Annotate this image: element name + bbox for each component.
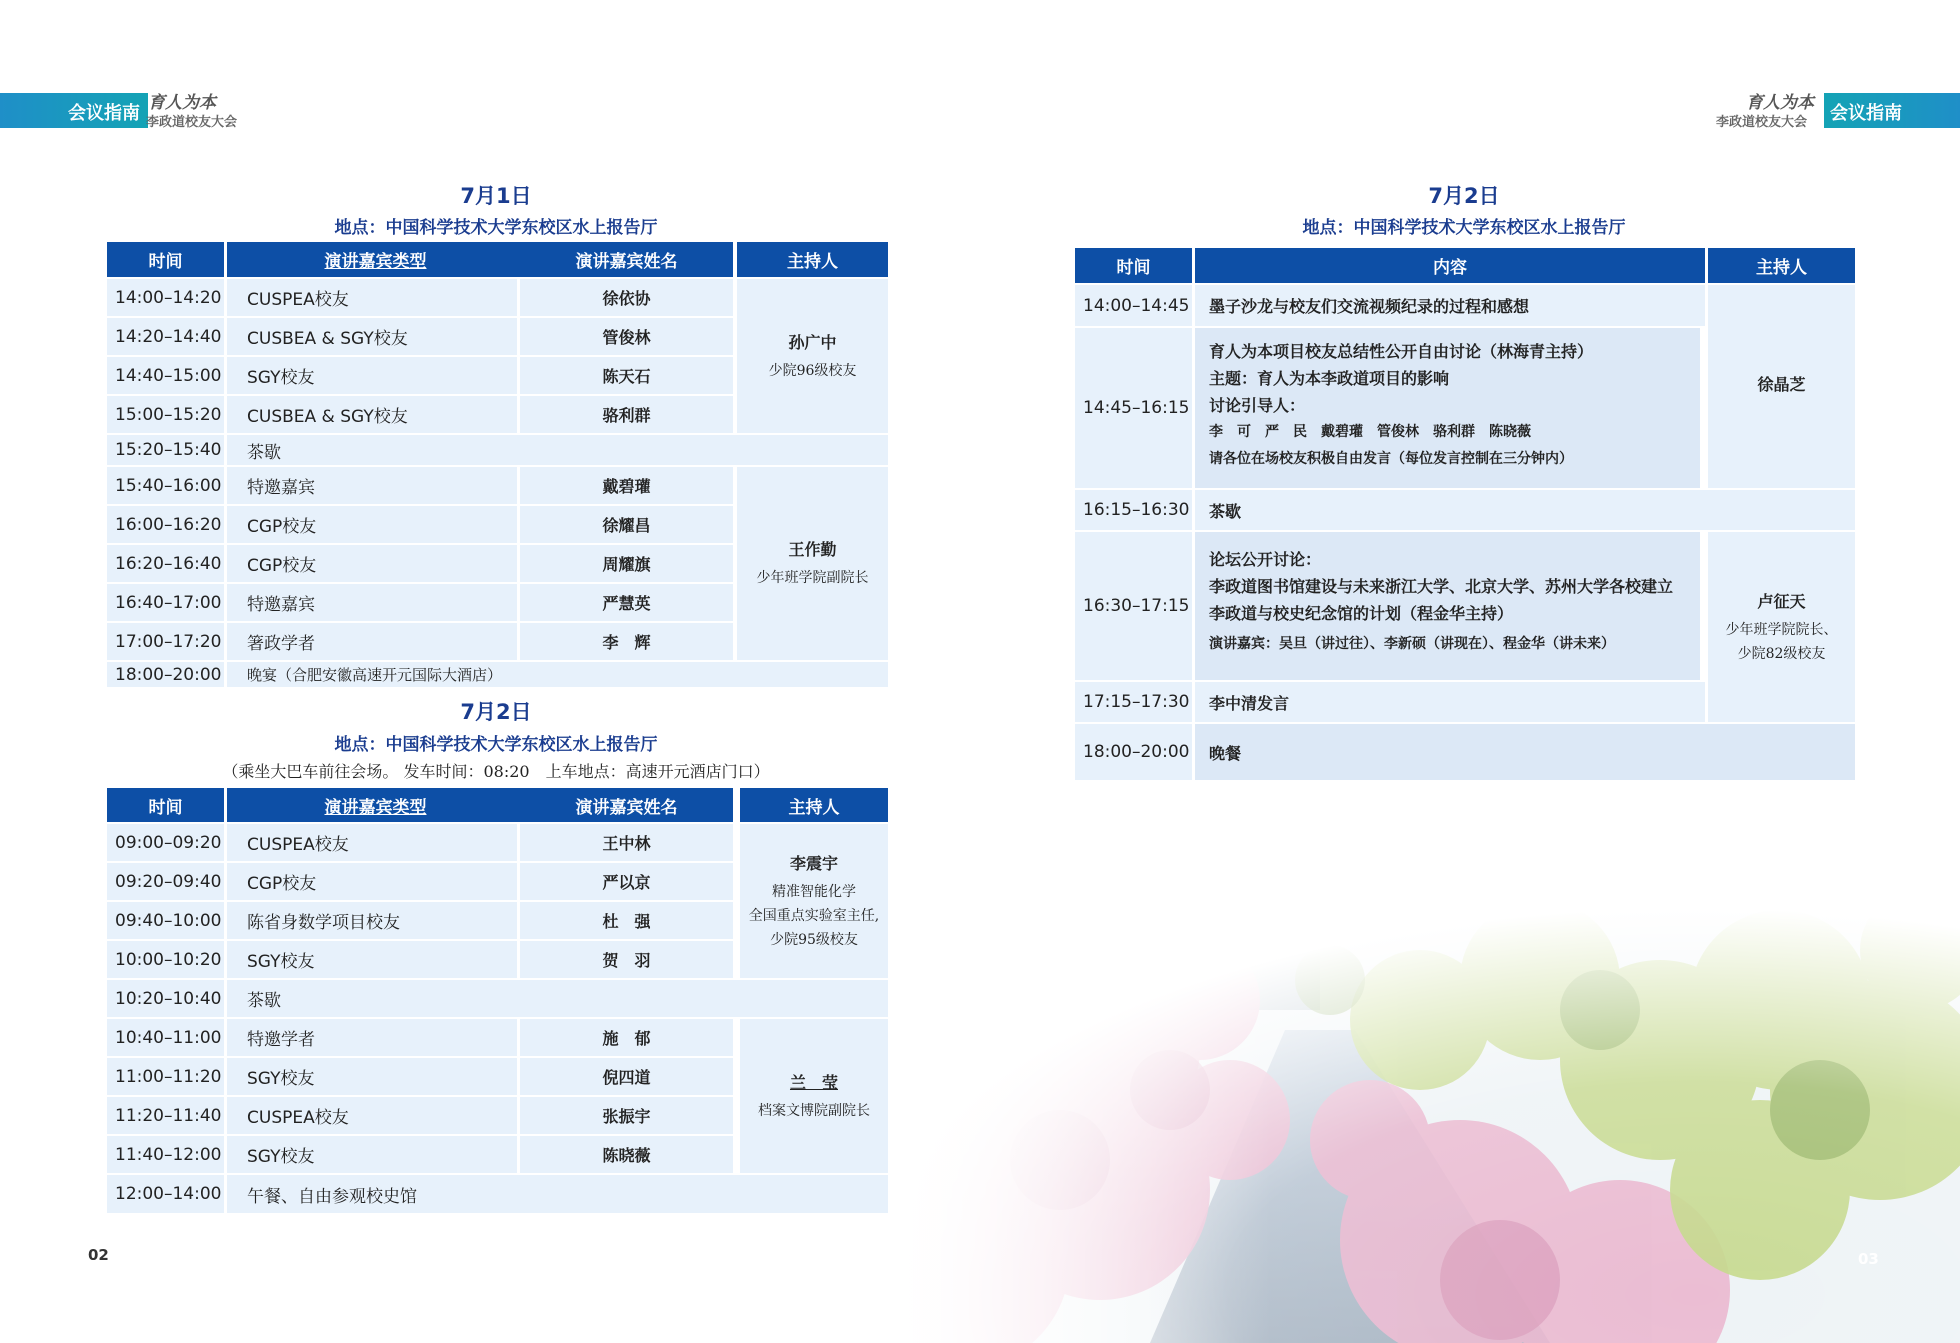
table-row-name: 徐依协 <box>520 279 733 316</box>
day2a-header-type: 演讲嘉宾类型 <box>227 788 524 822</box>
table-row-type: CUSPEA校友 <box>227 279 517 316</box>
day1-title: 7月1日 <box>460 184 532 208</box>
table-row-name: 李 辉 <box>520 623 733 660</box>
table-row-type: SGY校友 <box>227 357 517 394</box>
table-row-time: 10:00–10:20 <box>107 941 224 978</box>
content-line: 墨子沙龙与校友们交流视频纪录的过程和感想 <box>1209 297 1530 316</box>
day2a-venue: 地点：中国科学技术大学东校区水上报告厅 <box>334 735 658 755</box>
table-row-dinner <box>1195 724 1855 780</box>
host-name: 卢征天 <box>1757 591 1806 611</box>
day1-venue: 地点：中国科学技术大学东校区水上报告厅 <box>334 218 658 238</box>
table-row-name: 严以京 <box>520 863 733 900</box>
table-row-time: 09:00–09:20 <box>107 824 224 861</box>
table-row-name: 周耀旗 <box>520 545 733 582</box>
day1-table <box>107 242 888 687</box>
content-line: 李政道图书馆建设与未来浙江大学、北京大学、苏州大学各校建立 <box>1209 577 1674 596</box>
host-desc: 少年班学院副院长 <box>756 570 869 586</box>
table-row-type: CGP校友 <box>227 545 517 582</box>
section-tag-right: 会议指南 <box>1830 103 1902 124</box>
day2a-header-time: 时间 <box>107 788 224 822</box>
day2a-header-name: 演讲嘉宾姓名 <box>520 788 733 822</box>
host-desc: 档案文博院副院长 <box>758 1102 870 1119</box>
day2b-host-1 <box>1708 285 1855 488</box>
table-row-name: 管俊林 <box>520 318 733 355</box>
logo-text-right: 李政道校友大会 <box>1716 115 1808 130</box>
content-line: 演讲嘉宾：吴旦（讲过往）、李新硕（讲现在）、程金华（讲未来） <box>1209 636 1615 652</box>
table-row-content <box>1195 285 1705 326</box>
table-row-name: 严慧英 <box>520 584 733 621</box>
table-row-name: 倪四道 <box>520 1058 733 1095</box>
content-line: 晚餐 <box>1209 743 1242 763</box>
content-line: 请各位在场校友积极自由发言（每位发言控制在三分钟内） <box>1209 451 1573 467</box>
day2b-title: 7月2日 <box>1428 184 1500 208</box>
host-desc: 精准智能化学 全国重点实验室主任, 少院95级校友 <box>748 883 880 948</box>
page-number-left: 02 <box>88 1246 109 1264</box>
table-row-type: CUSPEA校友 <box>227 824 517 861</box>
content-line: 李 可 严 民 戴碧瓘 管俊林 骆利群 陈晓薇 <box>1209 424 1531 440</box>
table-row-break: 茶歇 <box>227 435 888 465</box>
table-row-type: SGY校友 <box>227 941 517 978</box>
table-row-time: 18:00–20:00 <box>107 662 224 687</box>
table-row-time: 17:00–17:20 <box>107 623 224 660</box>
table-row-time: 18:00–20:00 <box>1075 724 1192 780</box>
table-row-type: SGY校友 <box>227 1136 517 1173</box>
table-row-name: 张振宇 <box>520 1097 733 1134</box>
host-name: 王作勤 <box>788 540 837 559</box>
table-row-time: 11:40–12:00 <box>107 1136 224 1173</box>
day2a-host-2 <box>740 1019 888 1173</box>
day2a-title: 7月2日 <box>460 700 532 724</box>
table-row-time: 17:15–17:30 <box>1075 682 1192 722</box>
day1-header-name: 演讲嘉宾姓名 <box>520 242 733 277</box>
table-row-type: CUSPEA校友 <box>227 1097 517 1134</box>
table-row-type: 特邀嘉宾 <box>227 584 517 621</box>
day2a-host-1 <box>740 824 888 978</box>
content-line: 李政道与校史纪念馆的计划（程金华主持） <box>1209 604 1514 623</box>
host-name: 徐晶芝 <box>1757 375 1806 394</box>
table-row-time: 15:40–16:00 <box>107 467 224 504</box>
table-row-break: 茶歇 <box>227 980 888 1017</box>
table-row-time: 15:20–15:40 <box>107 435 224 465</box>
table-row-name: 杜 强 <box>520 902 733 939</box>
day2b-table <box>1075 248 1855 783</box>
table-row-name: 骆利群 <box>520 396 733 433</box>
host-name: 孙广中 <box>788 332 837 352</box>
host-name: 李震宇 <box>789 853 838 873</box>
table-row-time: 16:15–16:30 <box>1075 490 1192 530</box>
table-row-time: 15:00–15:20 <box>107 396 224 433</box>
table-row-time: 11:20–11:40 <box>107 1097 224 1134</box>
campus-photo <box>900 860 1960 1343</box>
host-desc: 少年班学院院长、 少院82级校友 <box>1725 621 1838 662</box>
logo-script-left: 育人为本 <box>148 93 216 113</box>
table-row-name: 戴碧瓘 <box>520 467 733 504</box>
table-row-type: 陈省身数学项目校友 <box>227 902 517 939</box>
day2a-bus-note: （乘坐大巴车前往会场。 发车时间：08:20 上车地点：高速开元酒店门口） <box>222 762 770 781</box>
table-row-name: 王中林 <box>520 824 733 861</box>
table-row-break <box>1195 490 1855 530</box>
table-row-time: 09:20–09:40 <box>107 863 224 900</box>
day2a-header-host: 主持人 <box>740 788 888 822</box>
table-row-time: 16:40–17:00 <box>107 584 224 621</box>
table-row-time: 14:45–16:15 <box>1075 328 1192 488</box>
day2a-table <box>107 788 888 1216</box>
table-row-type: 箸政学者 <box>227 623 517 660</box>
day2b-header-host: 主持人 <box>1708 248 1855 283</box>
table-row-time: 14:20–14:40 <box>107 318 224 355</box>
table-row-content <box>1195 682 1705 722</box>
day1-host-1 <box>737 279 888 433</box>
day2b-venue: 地点：中国科学技术大学东校区水上报告厅 <box>1302 218 1626 238</box>
table-row-type: CUSBEA & SGY校友 <box>227 396 517 433</box>
table-row-type: CGP校友 <box>227 863 517 900</box>
day2b-header-time: 时间 <box>1075 248 1192 283</box>
table-row-time: 14:00–14:20 <box>107 279 224 316</box>
logo-script-right: 育人为本 <box>1746 93 1814 113</box>
table-row-content <box>1195 328 1700 488</box>
table-row-type: SGY校友 <box>227 1058 517 1095</box>
table-row-type: 特邀嘉宾 <box>227 467 517 504</box>
logo-text-left: 李政道校友大会 <box>146 115 238 130</box>
content-line: 育人为本项目校友总结性公开自由讨论（林海青主持） <box>1209 342 1594 361</box>
content-line: 讨论引导人： <box>1209 396 1306 415</box>
table-row-time: 12:00–14:00 <box>107 1175 224 1213</box>
content-line: 李中清发言 <box>1209 693 1290 713</box>
day1-header-type: 演讲嘉宾类型 <box>227 242 524 277</box>
host-desc: 少院96级校友 <box>768 362 857 379</box>
day1-header-host: 主持人 <box>737 242 888 277</box>
table-row-time: 16:00–16:20 <box>107 506 224 543</box>
table-row-time: 10:40–11:00 <box>107 1019 224 1056</box>
table-row-type: CGP校友 <box>227 506 517 543</box>
content-line: 主题：育人为本李政道项目的影响 <box>1209 369 1450 388</box>
day2b-host-2 <box>1708 532 1855 722</box>
content-line: 论坛公开讨论： <box>1209 550 1322 569</box>
section-tag-left: 会议指南 <box>68 103 140 124</box>
table-row-time: 16:20–16:40 <box>107 545 224 582</box>
page-number-right: 03 <box>1858 1250 1879 1268</box>
table-row-time: 14:00–14:45 <box>1075 285 1192 326</box>
table-row-type: CUSBEA & SGY校友 <box>227 318 517 355</box>
table-row-name: 施 郁 <box>520 1019 733 1056</box>
table-row-time: 09:40–10:00 <box>107 902 224 939</box>
table-row-time: 11:00–11:20 <box>107 1058 224 1095</box>
table-row-lunch: 午餐、自由参观校史馆 <box>227 1175 888 1213</box>
table-row-dinner: 晚宴（合肥安徽高速开元国际大酒店） <box>227 662 888 687</box>
table-row-type: 特邀学者 <box>227 1019 517 1056</box>
table-row-content <box>1195 532 1700 680</box>
table-row-name: 徐耀昌 <box>520 506 733 543</box>
table-row-time: 10:20–10:40 <box>107 980 224 1017</box>
table-row-name: 陈天石 <box>520 357 733 394</box>
day2b-header-content: 内容 <box>1195 248 1705 283</box>
content-line: 茶歇 <box>1209 501 1242 521</box>
table-row-name: 贺 羽 <box>520 941 733 978</box>
table-row-time: 16:30–17:15 <box>1075 532 1192 680</box>
table-row-time: 14:40–15:00 <box>107 357 224 394</box>
host-name: 兰 莹 <box>789 1072 838 1092</box>
day1-header-time: 时间 <box>107 242 224 277</box>
table-row-name: 陈晓薇 <box>520 1136 733 1173</box>
day1-host-2 <box>737 467 888 660</box>
